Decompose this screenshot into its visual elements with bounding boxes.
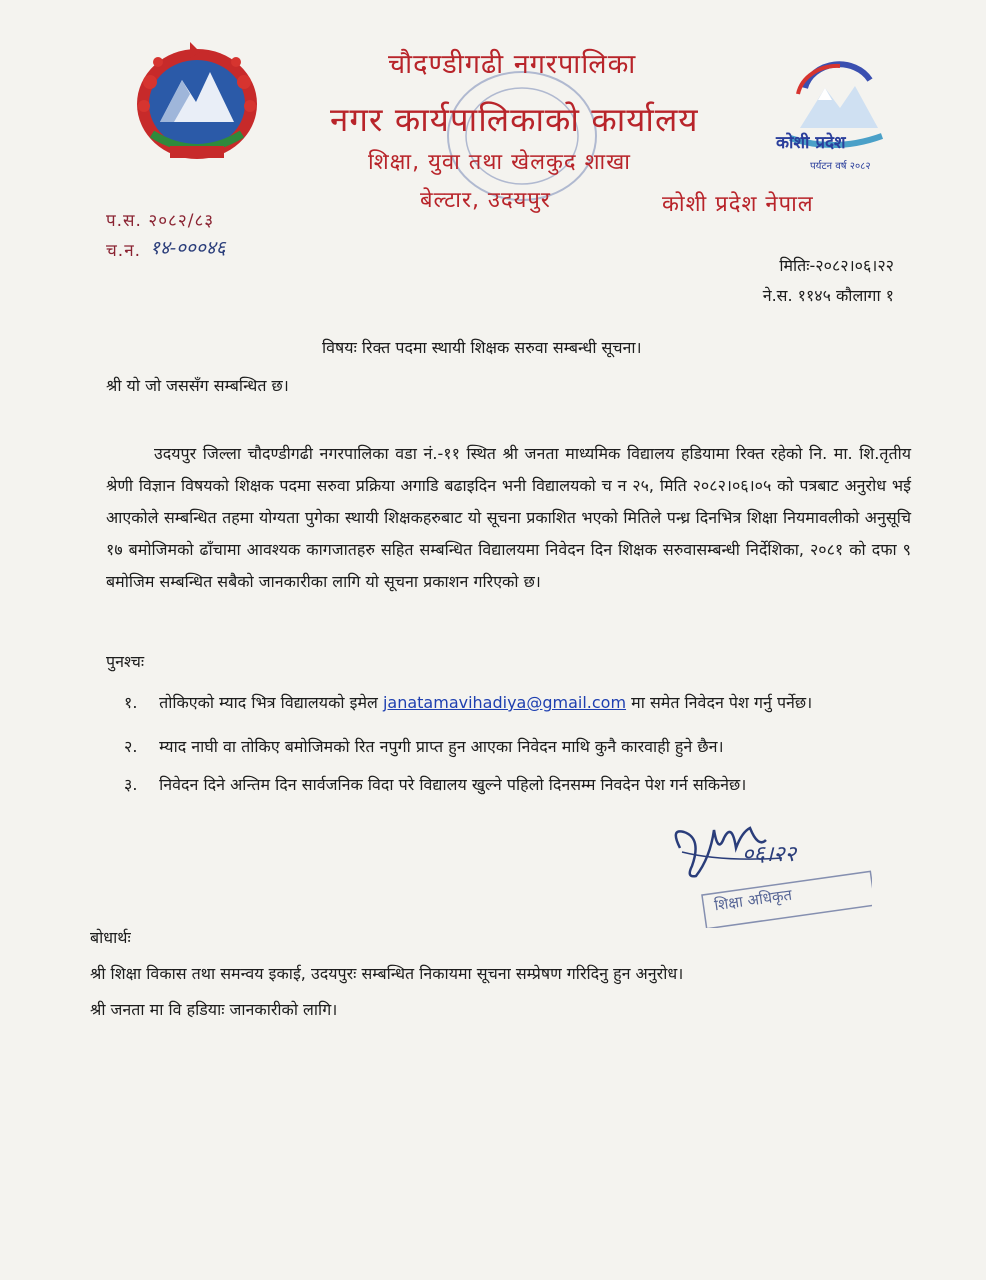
postscript-item-number: २. [124, 737, 138, 756]
officer-signature [662, 818, 872, 928]
school-email-link[interactable]: janatamavihadiya@gmail.com [382, 693, 627, 712]
cc-item-1: श्री शिक्षा विकास तथा समन्वय इकाई, उदयपुरः सम्बन्धित निकायमा सूचना सम्प्रेषण गरिदिनु हुन अनुरोध। [90, 964, 684, 983]
postscript-item-2 [124, 734, 724, 760]
letter-subject: विषयः रिक्त पदमा स्थायी शिक्षक सरुवा सम्बन्धी सूचना। [322, 338, 642, 357]
section-name: शिक्षा, युवा तथा खेलकुद शाखा [368, 150, 631, 175]
letter-salutation: श्री यो जो जससँग सम्बन्धित छ। [106, 376, 289, 395]
koshi-pradesh-logo [770, 58, 900, 178]
letter-date: मितिः-२०८२।०६।२२ [779, 256, 894, 275]
koshi-pradesh-logo-subtext: पर्यटन वर्ष २०८२ [810, 161, 871, 172]
letter-body-paragraph: उदयपुर जिल्ला चौदण्डीगढी नगरपालिका वडा नं.-११ स्थित श्री जनता माध्यमिक विद्यालय हडियामा रिक्त रहेको नि. मा. शि.तृतीय श्रेणी विज्ञान विषयको शिक्षक पदमा सरुवा प्रक्रिया अगाडि बढाइदिन भनी विद्यालयको च न २५, मिति २०८२।०६।०५ को पत्रबाट अनुरोध भई आएकोले सम्बन्धित तहमा योग्यता पुगेका स्थायी शिक्षकहरुबाट यो सूचना प्रकाशित भएको मितिले पन्ध्र दिनभित्र शिक्षा नियमावलीको अनुसूचि १७ बमोजिमको ढाँचामा आवश्यक कागजातहरु सहित सम्बन्धित विद्यालयमा निवेदन दिन शिक्षक सरुवासम्बन्धी निर्देशिका, २०८१ को दफा ९ बमोजिम सम्बन्धित सबैको जानकारीका लागि यो सूचना प्रकाशन गरिएको छ। [106, 444, 911, 591]
officer-designation-stamp: शिक्षा अधिकृत [713, 885, 794, 915]
postscript-item-1 [124, 690, 812, 716]
municipality-name: चौदण्डीगढी नगरपालिका [388, 49, 637, 80]
postscript-item-text-after: मा समेत निवेदन पेश गर्नु पर्नेछ। [631, 693, 813, 712]
province-name: कोशी प्रदेश नेपाल [662, 192, 814, 217]
nepal-sambat-date: ने.स. ११४५ कौलागा १ [762, 286, 894, 305]
dispatch-number-handwritten: १४-०००४६ [150, 237, 226, 259]
postscript-item-3 [124, 772, 746, 798]
office-address: बेल्टार, उदयपुर [420, 188, 551, 213]
postscript-item-number: १. [124, 693, 138, 712]
cc-item-2: श्री जनता मा वि हडियाः जानकारीको लागि। [90, 1000, 338, 1019]
nepal-emblem-logo [130, 42, 264, 164]
cc-label: बोधार्थः [90, 928, 131, 947]
postscript-item-number: ३. [124, 775, 138, 794]
letter-reference-number: प.स. २०८२/८३ [106, 211, 215, 231]
dispatch-number-label: च.न. [106, 241, 142, 261]
postscript-item-text-before: तोकिएको म्याद भित्र विद्यालयको इमेल [159, 693, 378, 712]
postscript-item-text: म्याद नाघी वा तोकिए बमोजिमको रित नपुगी प्राप्त हुन आएका निवेदन माथि कुनै कारवाही हुने छैन। [159, 737, 724, 756]
postscript-item-text: निवेदन दिने अन्तिम दिन सार्वजनिक विदा परे विद्यालय खुल्ने पहिलो दिनसम्म निवदेन पेश गर्न सकिनेछ। [159, 775, 747, 794]
koshi-pradesh-logo-text: कोशी प्रदेश [776, 133, 846, 153]
postscript-label: पुनश्चः [106, 652, 145, 671]
office-name: नगर कार्यपालिकाको कार्यालय [330, 100, 699, 139]
signature-date-note: ०६।२२ [742, 842, 797, 867]
